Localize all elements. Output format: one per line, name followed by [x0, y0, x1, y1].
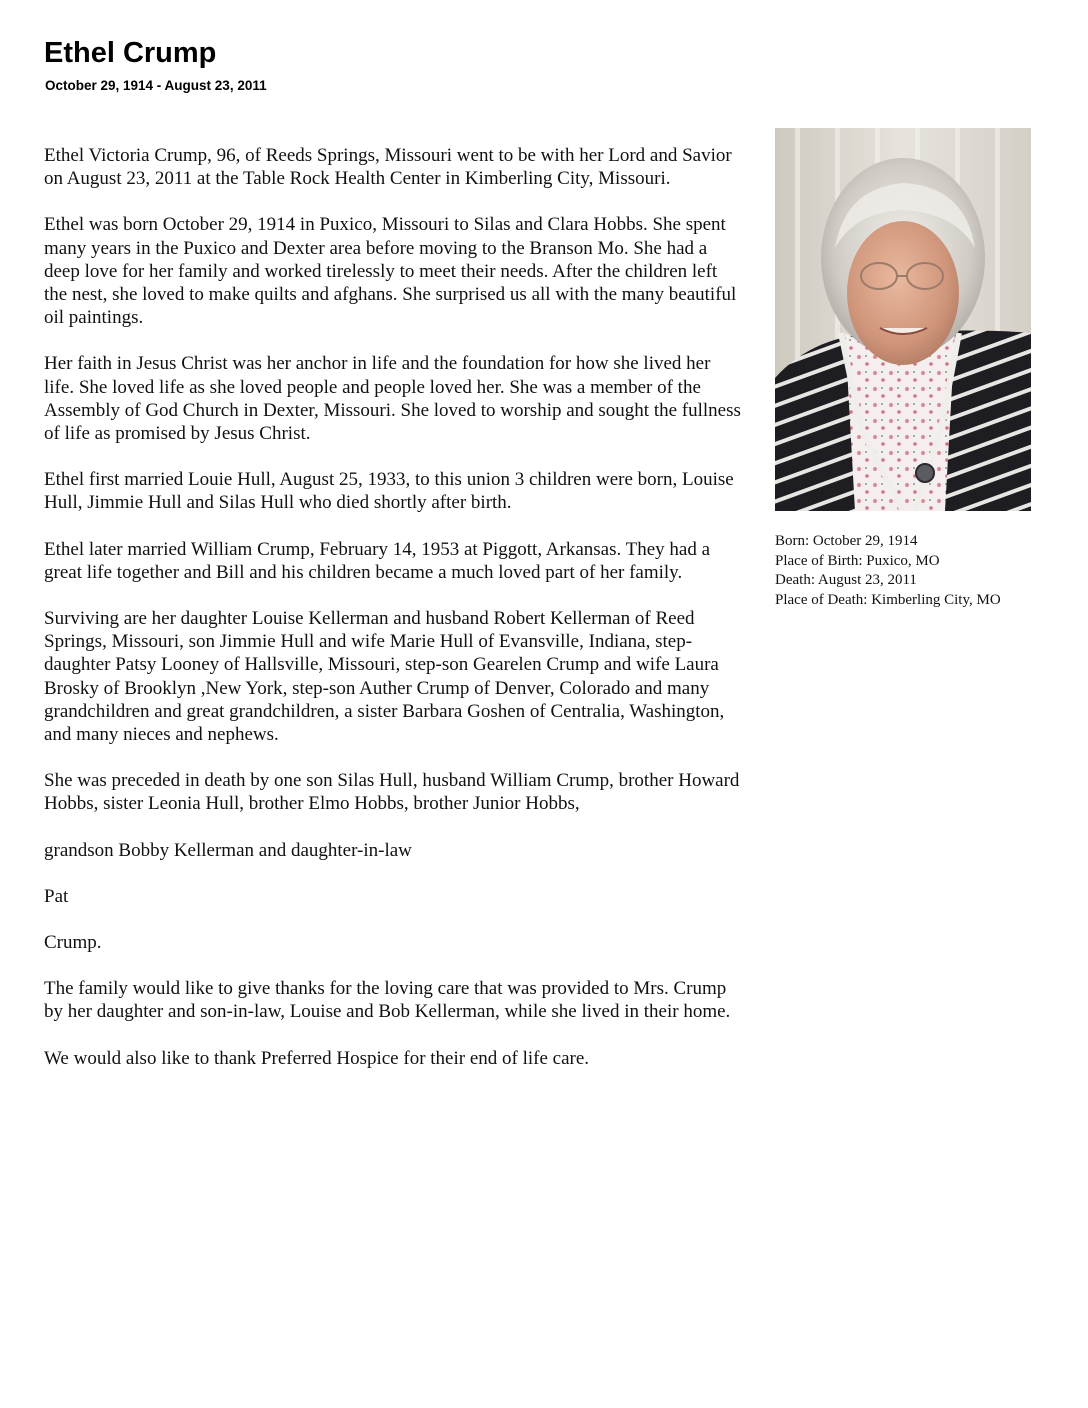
paragraph: grandson Bobby Kellerman and daughter-in-law [44, 839, 412, 861]
paragraph: Ethel later married William Crump, February 14, 1953 at Piggott, Arkansas. They had a great life together and Bill and his children became a much loved part of her family. [44, 538, 711, 583]
life-dates: October 29, 1914 - August 23, 2011 [45, 78, 267, 93]
paragraph: She was preceded in death by one son Silas Hull, husband William Crump, brother Howard Hobbs, sister Leonia Hull, brother Elmo Hobbs, brother Junior Hobbs, [44, 770, 740, 815]
obituary-body [44, 144, 744, 1093]
place-of-birth-fact: Place of Birth: Puxico, MO [775, 552, 940, 569]
portrait-photo [775, 128, 1031, 511]
paragraph: Her faith in Jesus Christ was her anchor in life and the foundation for how she lived her life. She loved life as she loved people and people loved her. She was a member of the Assembly of God Church in Dexter, Missouri. She loved to worship and sought the fullness of life as promised by Jesus Christ. [44, 353, 741, 445]
paragraph: We would also like to thank Preferred Hospice for their end of life care. [44, 1047, 590, 1069]
paragraph: Surviving are her daughter Louise Kellerman and husband Robert Kellerman of Reed Springs, Missouri, son Jimmie Hull and wife Marie Hull of Evansville, Indiana, step-daughter Patsy Looney of Hallsville, Missouri, step-son Gearelen Crump and wife Laura Brosky of Brooklyn ,New York, step-son Auther Crump of Denver, Colorado and many grandchildren and great grandchildren, a sister Barbara Goshen of Centralia, Washington, and many nieces and nephews. [44, 608, 725, 746]
place-of-death-fact: Place of Death: Kimberling City, MO [775, 591, 1001, 608]
paragraph: Pat [44, 885, 69, 907]
paragraph: Ethel Victoria Crump, 96, of Reeds Springs, Missouri went to be with her Lord and Savior on August 23, 2011 at the Table Rock Health Center in Kimberling City, Missouri. [44, 145, 732, 190]
page-title: Ethel Crump [44, 37, 217, 69]
paragraph: The family would like to give thanks for the loving care that was provided to Mrs. Crump by her daughter and son-in-law, Louise and Bob Kellerman, while she lived in their home. [44, 978, 731, 1023]
death-fact: Death: August 23, 2011 [775, 572, 917, 588]
life-facts [775, 532, 1075, 610]
paragraph: Ethel was born October 29, 1914 in Puxico, Missouri to Silas and Clara Hobbs. She spent many years in the Puxico and Dexter area before moving to the Branson Mo. She had a deep love for her family and worked tirelessly to meet their needs. After the children left the nest, she loved to make quilts and afghans. She surprised us all with the many beautiful oil paintings. [44, 214, 737, 329]
paragraph: Crump. [44, 932, 102, 954]
paragraph: Ethel first married Louie Hull, August 25, 1933, to this union 3 children were born, Louise Hull, Jimmie Hull and Silas Hull who died shortly after birth. [44, 469, 734, 514]
born-fact: Born: October 29, 1914 [775, 533, 918, 549]
